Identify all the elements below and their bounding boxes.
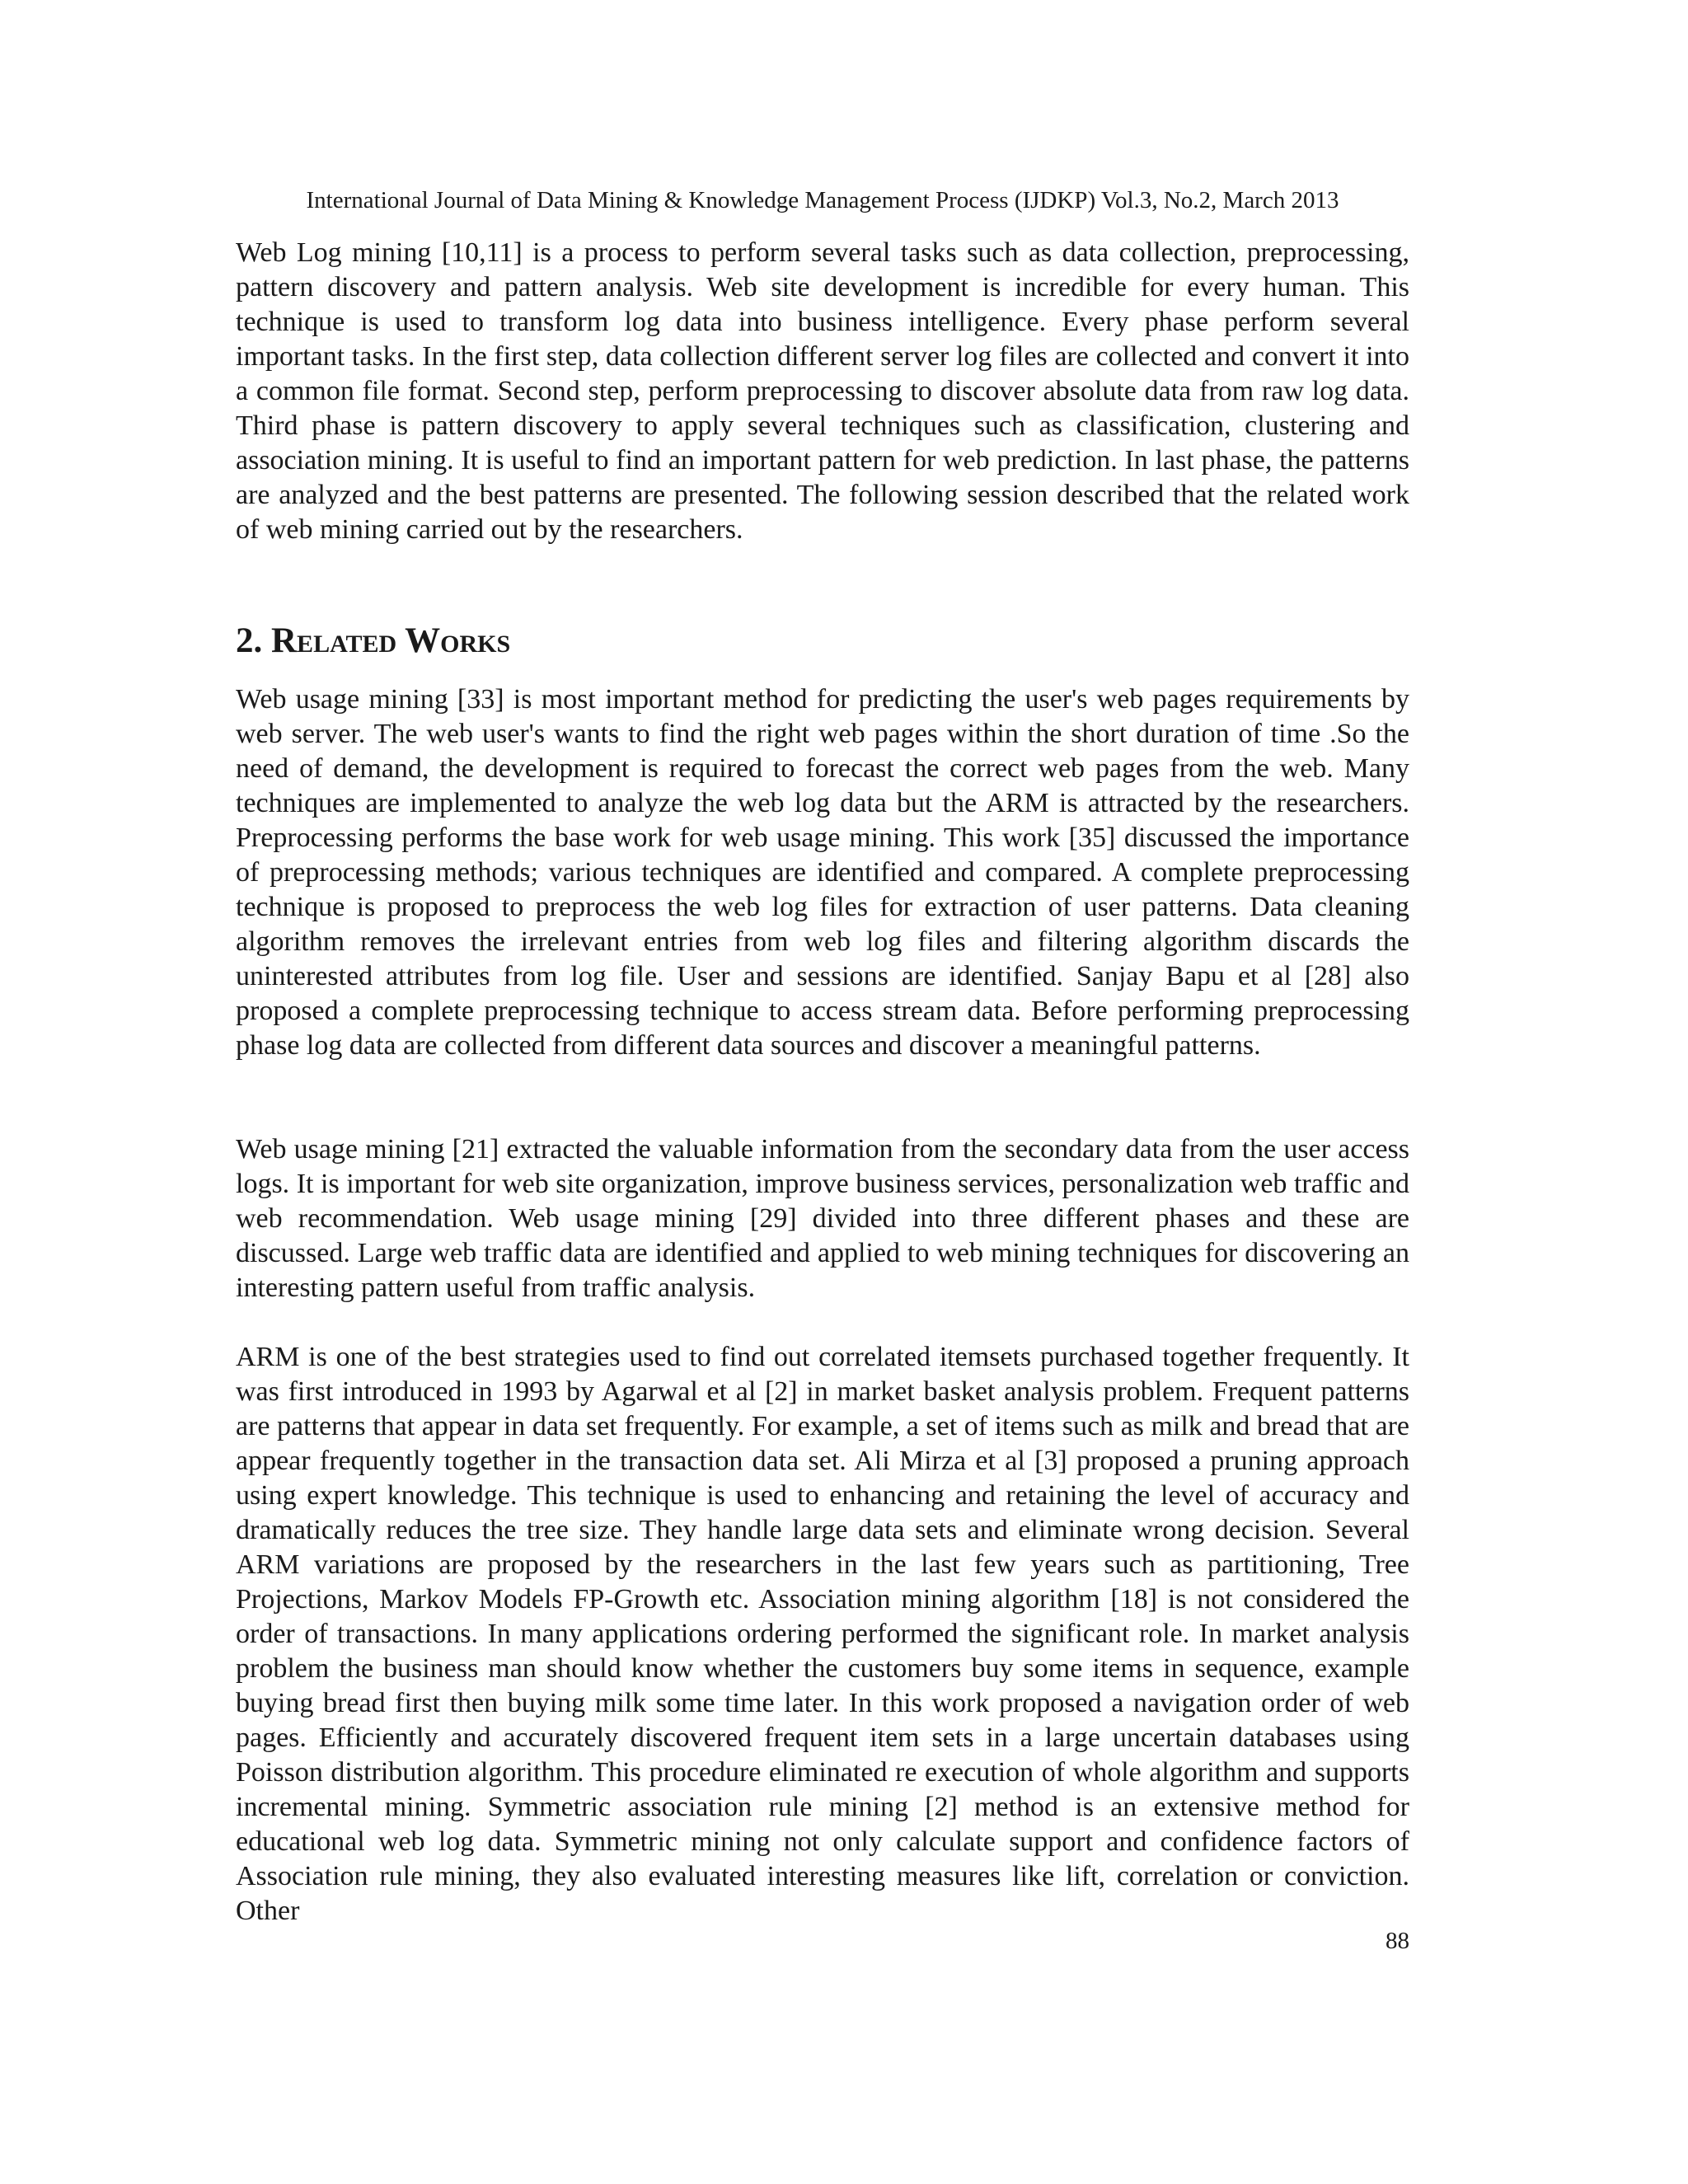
related-works-paragraph-3: ARM is one of the best strategies used to find out correlated itemsets purchased together frequently. It was first introduced in 1993 by Agarwal et al [2] in market basket analysis problem. Frequent patterns are patterns that appear in data set frequently. For example, a set of items such as milk and bread that are appear frequently together in the transaction data set. Ali Mirza et al [3] proposed a pruning approach using expert knowledge. This technique is used to enhancing and retaining the level of accuracy and dramatically reduces the tree size. They handle large data sets and eliminate wrong decision. Several ARM variations are proposed by the researchers in the last few years such as partitioning, Tree Projections, Markov Models FP-Growth etc. Association mining algorithm [18] is not considered the order of transactions. In many applications ordering performed the significant role. In market analysis problem the business man should know whether the customers buy some items in sequence, example buying bread first then buying milk some time later. In this work proposed a navigation order of web pages. Efficiently and accurately discovered frequent item sets in a large uncertain databases using Poisson distribution algorithm. This procedure eliminated re execution of whole algorithm and supports incremental mining. Symmetric association rule mining [2] method is an extensive method for educational web log data. Symmetric mining not only calculate support and confidence factors of Association rule mining, they also evaluated interesting measures like lift, correlation or conviction. Other — [236, 1342, 1409, 1926]
section-number: 2. — [236, 621, 271, 660]
running-header: International Journal of Data Mining & Knowledge Management Process (IJDKP) Vol.3, No.2, March 2013 — [306, 187, 1339, 213]
intro-paragraph: Web Log mining [10,11] is a process to perform several tasks such as data collection, preprocessing, pattern discovery and pattern analysis. Web site development is incredible for every human. This technique is used to transform log data into business intelligence. Every phase perform several important tasks. In the first step, data collection different server log files are collected and convert it into a common file format. Second step, perform preprocessing to discover absolute data from raw log data. Third phase is pattern discovery to apply several techniques such as classification, clustering and association mining. It is useful to find an important pattern for web prediction. In last phase, the patterns are analyzed and the best patterns are presented. The following session described that the related work of web mining carried out by the researchers. — [236, 237, 1409, 545]
related-works-paragraph-1: Web usage mining [33] is most important method for predicting the user's web pages requirements by web server. The web user's wants to find the right web pages within the short duration of time .So the need of demand, the development is required to forecast the correct web pages from the web. Many techniques are implemented to analyze the web log data but the ARM is attracted by the researchers. Preprocessing performs the base work for web usage mining. This work [35] discussed the importance of preprocessing methods; various techniques are identified and compared. A complete preprocessing technique is proposed to preprocess the web log files for extraction of user patterns. Data cleaning algorithm removes the irrelevant entries from web log files and filtering algorithm discards the uninterested attributes from log file. User and sessions are identified. Sanjay Bapu et al [28] also proposed a complete preprocessing technique to access stream data. Before performing preprocessing phase log data are collected from different data sources and discover a meaningful patterns. — [236, 684, 1409, 1061]
related-works-paragraph-2: Web usage mining [21] extracted the valuable information from the secondary data from the user access logs. It is important for web site organization, improve business services, personalization web traffic and web recommendation. Web usage mining [29] divided into three different phases and these are discussed. Large web traffic data are identified and applied to web mining techniques for discovering an interesting pattern useful from traffic analysis. — [236, 1134, 1409, 1303]
paper-page — [236, 0, 1409, 2184]
page-number: 88 — [1386, 1928, 1409, 1954]
section-title: Related Works — [271, 621, 511, 660]
section-heading — [236, 620, 510, 663]
